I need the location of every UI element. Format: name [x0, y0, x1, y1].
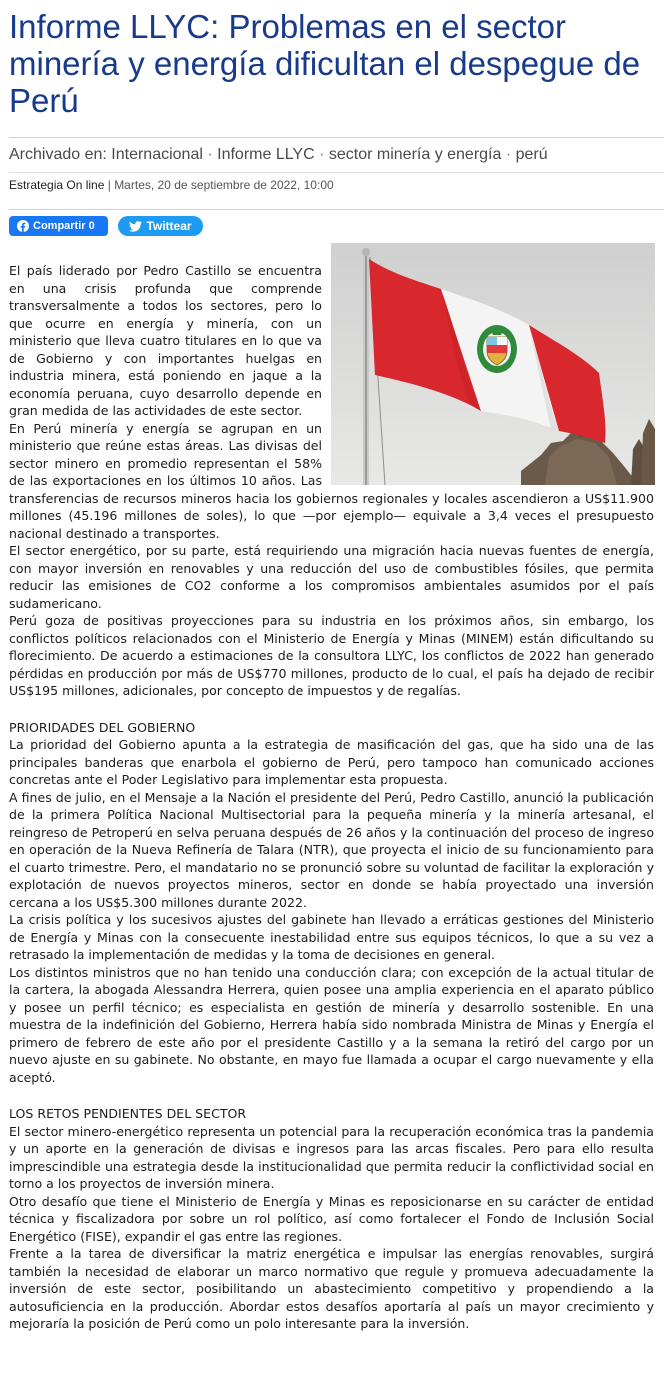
paragraph: El sector minero-energético representa un potencial para la recuperación económica tras la pandemia y un aporte en la generación de divisas e ingresos para las arcas fiscales. Pero para ello resulta imprescindible una estrategia desde la institucionalidad que permita reducir la conflictividad social en torno a los proyectos de inversión minera. — [9, 1123, 654, 1191]
tag-separator: · — [202, 146, 218, 163]
publish-date: Martes, 20 de septiembre de 2022, 10:00 — [114, 178, 334, 192]
article-body — [9, 262, 654, 1333]
archive-tags — [9, 137, 664, 171]
tag-link[interactable]: Informe LLYC — [217, 146, 315, 163]
facebook-share-button[interactable] — [9, 216, 108, 236]
facebook-share-label: Compartir — [33, 220, 86, 232]
twitter-share-button[interactable] — [118, 216, 203, 236]
facebook-icon — [17, 220, 29, 232]
paragraph: El sector energético, por su parte, está requiriendo una migración hacia nuevas fuentes de energía, con mayor inversión en renovables y una reducción del uso de combustibles fósiles, que permita reducir las emisiones de CO2 conforme a los compromisos ambientales asumidos por el país sudamericano. — [9, 543, 654, 611]
facebook-share-count: 0 — [88, 220, 95, 232]
article-meta — [9, 172, 664, 210]
tag-separator: · — [501, 146, 516, 163]
meta-separator: | — [104, 178, 115, 192]
paragraph: El país liderado por Pedro Castillo se encuentra en una crisis profunda que comprende transversalmente a todos los sectores, pero lo que ocurre en energía y minería, con un ministerio que lleva cuatro titulares en lo que va de Gobierno y con importantes huelgas en industria minera, está poniendo en jaque a la economía peruana, cuyo desarrollo depende en gran medida de las actividades de este sector. — [9, 263, 322, 418]
paragraph: En Perú minería y energía se agrupan en un ministerio que reúne estas áreas. Las divisas del sector minero en promedio representan el 58% de las exportaciones en los últimos 10 años. Las transferencias de recursos mineros hacia los gobiernos regionales y locales ascendieron a US$11.900 millones (45.196 millones de soles), lo que —por ejemplo— equivale a 3,4 veces el presupuesto nacional destinado a transportes. — [9, 420, 654, 541]
archive-prefix: Archivado en: — [9, 146, 112, 163]
paragraph: Los distintos ministros que no han tenido una conducción clara; con excepción de la actual titular de la cartera, la abogada Alessandra Herrera, quien posee una amplia experiencia en el aparato público y posee un perfil técnico; es especialista en gestión de minería y desarrollo sostenible. En una muestra de la indefinición del Gobierno, Herrera había sido nombrada Ministra de Minas y Energía el primero de febrero de este año por el presidente Castillo y a la semana la retiró del cargo por un nuevo ajuste en su gabinete. No obstante, en mayo fue llamada a ocupar el cargo nuevamente y ella aceptó. — [9, 964, 654, 1085]
section-heading: LOS RETOS PENDIENTES DEL SECTOR — [9, 1106, 247, 1121]
tag-link[interactable]: perú — [515, 146, 548, 163]
paragraph: Perú goza de positivas proyecciones para su industria en los próximos años, sin embargo, los conflictos políticos relacionados con el Ministerio de Energía y Minas (MINEM) están dificultando su florecimiento. De acuerdo a estimaciones de la consultora LLYC, los conflictos de 2022 han generado pérdidas en producción por más de US$770 millones, producto de lo cual, el país ha dejado de recibir US$195 millones, adicionales, por concepto de impuestos y de regalías. — [9, 613, 654, 698]
article-title: Informe LLYC: Problemas en el sector minería y energía dificultan el despegue de Perú — [9, 8, 641, 119]
paragraph: La prioridad del Gobierno apunta a la estrategia de masificación del gas, que ha sido una de las principales banderas que enarbola el gobierno de Perú, pero tampoco han comunicado acciones concretas ante el Poder Legislativo para implementar esta propuesta. — [9, 737, 654, 787]
tag-link[interactable]: sector minería y energía — [328, 146, 502, 163]
share-bar — [9, 216, 203, 236]
author: Estrategia On line — [9, 178, 105, 192]
twitter-share-label: Twittear — [146, 219, 192, 233]
image-spacer — [322, 262, 654, 486]
paragraph: A fines de julio, en el Mensaje a la Nación el presidente del Perú, Pedro Castillo, anunció la publicación de la primera Política Nacional Multisectorial para la pequeña minería y la minería artesanal, el reingreso de Petroperú en selva peruana después de 26 años y la continuación del proceso de ingreso en operación de la Nueva Refinería de Talara (NTR), que proyecta el inicio de su funcionamiento para el cuarto trimestre. Pero, el mandatario no se pronunció sobre su voluntad de facilitar la exploración y explotación de nuevos proyectos mineros, sector en donde se había proyectado una inversión cercana a los US$5.300 millones durante 2022. — [9, 789, 654, 910]
tag-link[interactable]: Internacional — [111, 146, 203, 163]
paragraph: La crisis política y los sucesivos ajustes del gabinete han llevado a erráticas gestiones del Ministerio de Energía y Minas con la consecuente inestabilidad entre sus equipos técnicos, lo que a su vez a retrasado la implementación de medidas y la toma de decisiones en general. — [9, 912, 654, 962]
tag-separator: · — [314, 146, 329, 163]
section-heading: PRIORIDADES DEL GOBIERNO — [9, 719, 196, 735]
paragraph: Frente a la tarea de diversificar la matriz energética e impulsar las energías renovables, surgirá también la necesidad de elaborar un marco normativo que regule y promueva adecuadamente la inversión de este sector, posibilitando un abastecimiento competitivo y propendiendo a la autosuficiencia en la producción. Abordar estos desafíos aportaría al país un mayor crecimiento y mejoraría la posición de Perú como un polo interesante para la inversión. — [9, 1246, 654, 1331]
twitter-icon — [129, 221, 142, 232]
paragraph: Otro desafío que tiene el Ministerio de Energía y Minas es reposicionarse en su carácter de entidad técnica y fiscalizadora por sobre un rol político, así como fortalecer el Fondo de Inclusión Social Energético (FISE), expandir el gas entre las regiones. — [9, 1193, 654, 1244]
